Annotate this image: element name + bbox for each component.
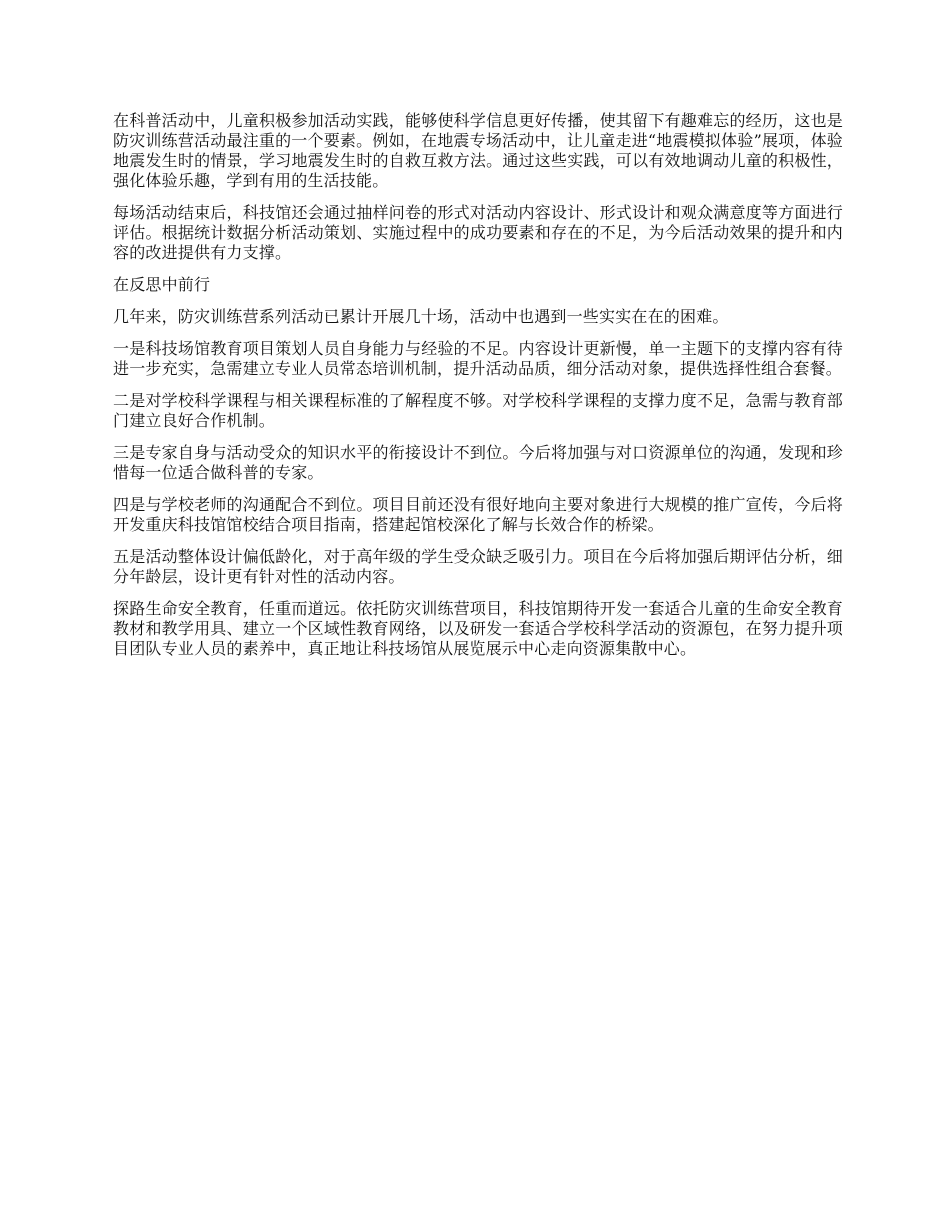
paragraph-issue-3: 三是专家自身与活动受众的知识水平的衔接设计不到位。今后将加强与对口资源单位的沟通，发现和珍惜每一位适合做科普的专家。 bbox=[113, 443, 843, 482]
paragraph-conclusion: 探路生命安全教育，任重而道远。依托防灾训练营项目，科技馆期待开发一套适合儿童的生命安全教育教材和教学用具、建立一个区域性教育网络，以及研发一套适合学校科学活动的资源包，在努力提升项目团队专业人员的素养中，真正地让科技场馆从展览展示中心走向资源集散中心。 bbox=[113, 599, 843, 658]
paragraph-overview: 几年来，防灾训练营系列活动已累计开展几十场，活动中也遇到一些实实在在的困难。 bbox=[113, 307, 729, 326]
paragraph-issue-2: 二是对学校科学课程与相关课程标准的了解程度不够。对学校科学课程的支撑力度不足，急需与教育部门建立良好合作机制。 bbox=[113, 391, 843, 430]
paragraph-evaluation: 每场活动结束后，科技馆还会通过抽样问卷的形式对活动内容设计、形式设计和观众满意度等方面进行评估。根据统计数据分析活动策划、实施过程中的成功要素和存在的不足，为今后活动效果的提升和内容的改进提供有力支撑。 bbox=[113, 203, 843, 262]
paragraph-issue-1: 一是科技场馆教育项目策划人员自身能力与经验的不足。内容设计更新慢，单一主题下的支撑内容有待进一步充实，急需建立专业人员常态培训机制，提升活动品质，细分活动对象，提供选择性组合套餐。 bbox=[113, 339, 843, 378]
paragraph-issue-4: 四是与学校老师的沟通配合不到位。项目目前还没有很好地向主要对象进行大规模的推广宣传，今后将开发重庆科技馆馆校结合项目指南，搭建起馆校深化了解与长效合作的桥梁。 bbox=[113, 495, 843, 534]
document-body bbox=[113, 111, 843, 671]
paragraph-issue-5: 五是活动整体设计偏低龄化，对于高年级的学生受众缺乏吸引力。项目在今后将加强后期评估分析，细分年龄层，设计更有针对性的活动内容。 bbox=[113, 547, 843, 586]
section-heading: 在反思中前行 bbox=[113, 275, 211, 294]
paragraph-practice: 在科普活动中，儿童积极参加活动实践，能够使科学信息更好传播，使其留下有趣难忘的经历，这也是防灾训练营活动最注重的一个要素。例如，在地震专场活动中，让儿童走进“地震模拟体验”展项，体验地震发生时的情景，学习地震发生时的自救互救方法。通过这些实践，可以有效地调动儿童的积极性，强化体验乐趣，学到有用的生活技能。 bbox=[113, 111, 843, 190]
